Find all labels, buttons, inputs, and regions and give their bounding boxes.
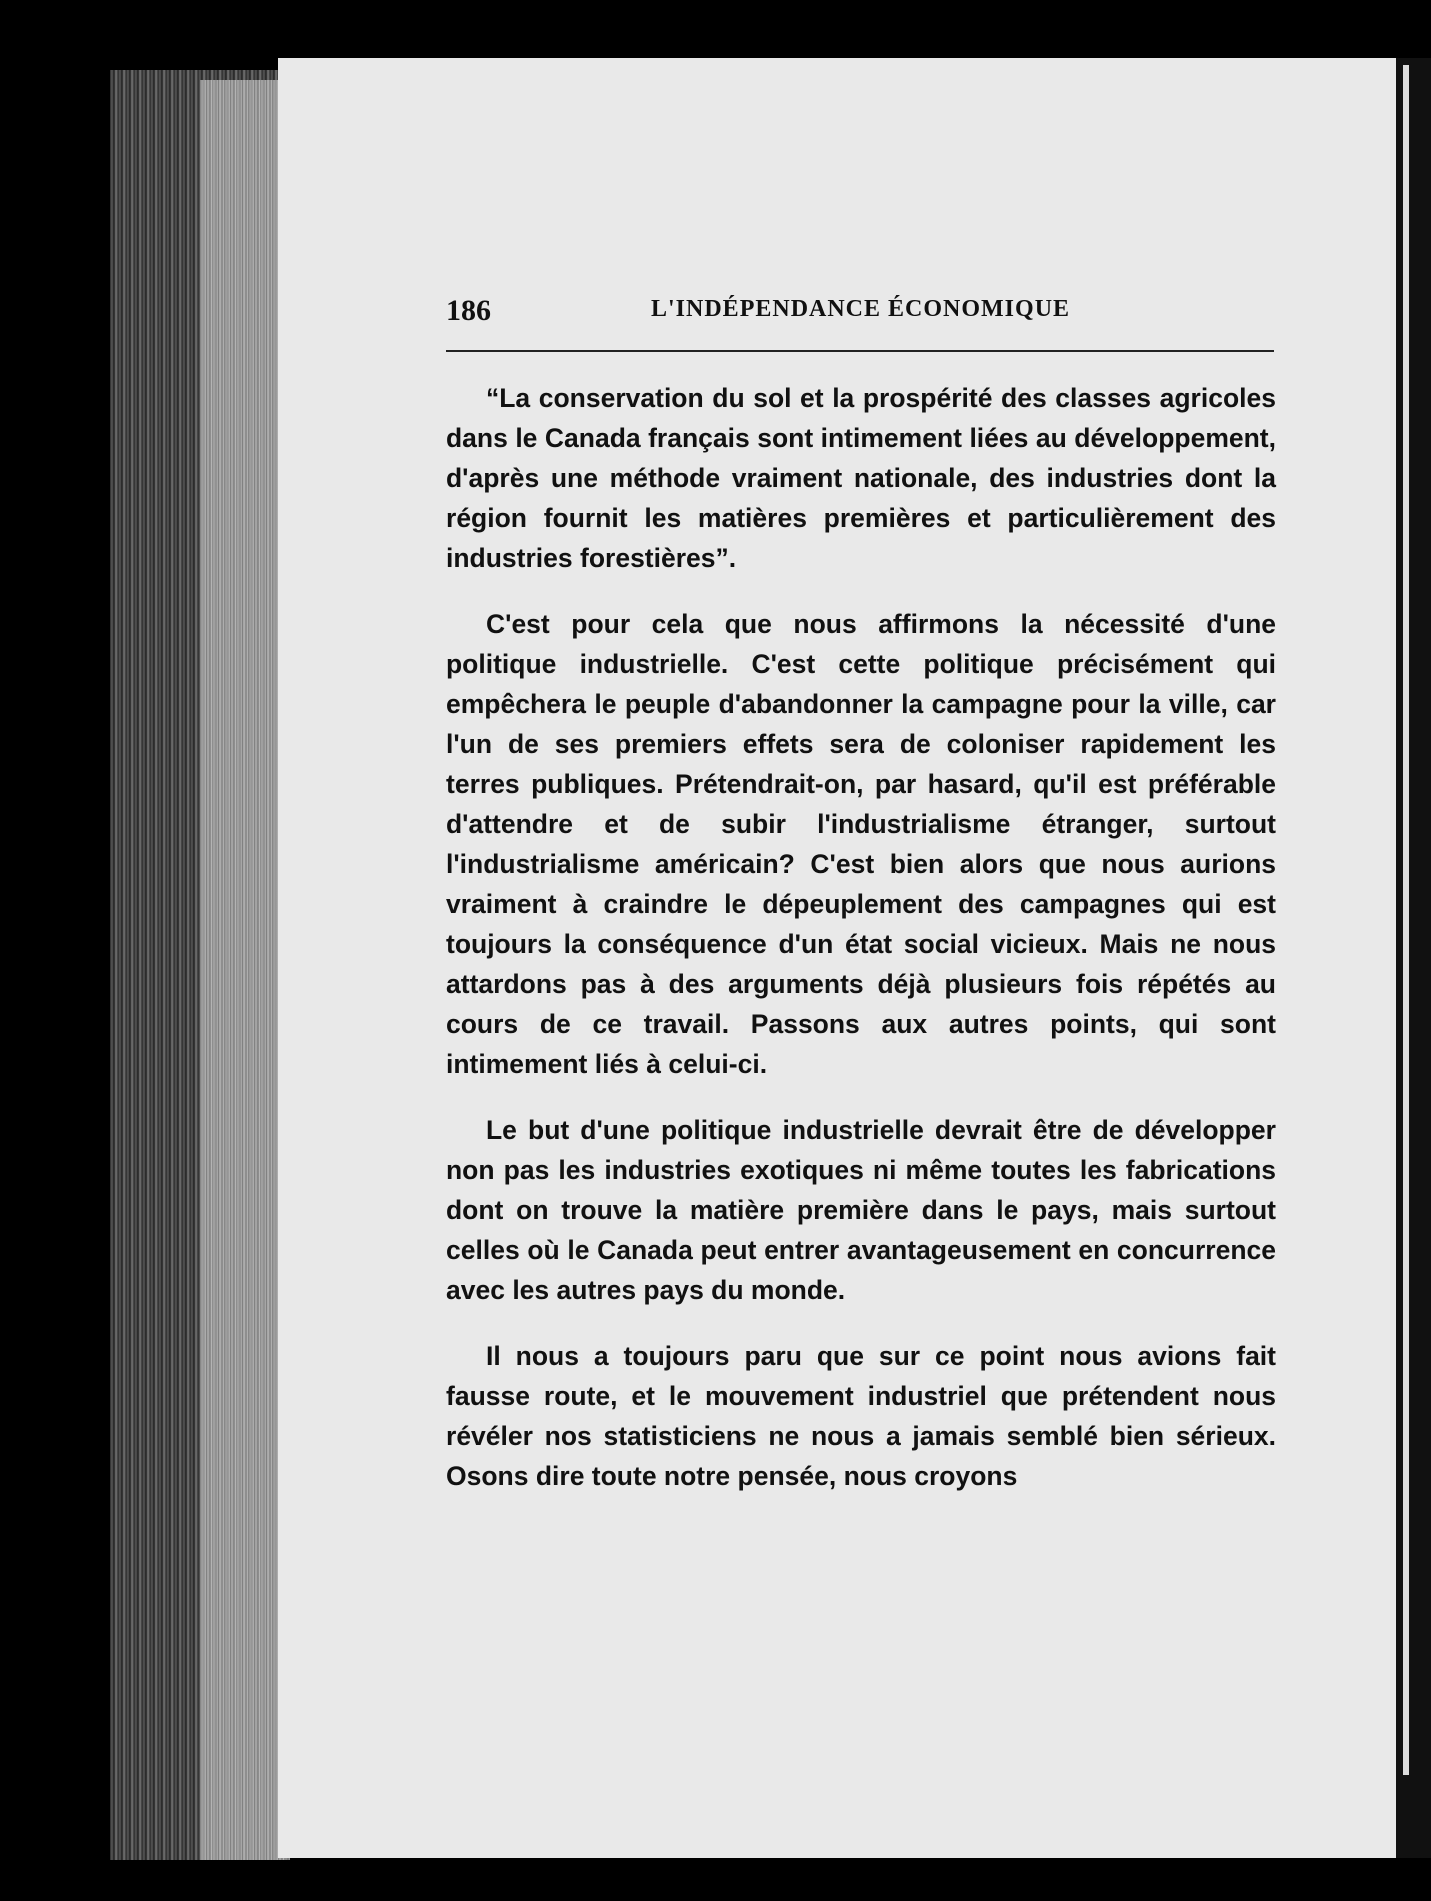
paragraph: Il nous a toujours paru que sur ce point nous avions fait fausse route, et le mouvement industriel que prétendent nous révéler nos statisticiens ne nous a jamais semblé bien sérieux. Osons dire toute notre pensée, nous croyons	[446, 1341, 1276, 1491]
running-title: L'INDÉPENDANCE ÉCONOMIQUE	[651, 296, 1071, 322]
book-page-edges-highlight	[200, 80, 290, 1860]
paragraph: C'est pour cela que nous affirmons la nécessité d'une politique industrielle. C'est cette politique précisément qui empêchera le peuple d'abandonner la campagne pour la ville, car l'un de ses premiers effets sera de coloniser rapidement les terres publiques. Prétendrait-on, par hasard, qu'il est préférable d'attendre et de subir l'industrialisme étranger, surtout l'industrialisme américain? C'est bien alors que nous aurions vraiment à craindre le dépeuplement des campagnes qui est toujours la conséquence d'un état social vicieux. Mais ne nous attardons pas à des arguments déjà plusieurs fois répétés au cours de ce travail. Passons aux autres points, qui sont intimement liés à celui-ci.	[446, 609, 1276, 1079]
paragraph: “La conservation du sol et la prospérité des classes agricoles dans le Canada français sont intimement liées au développement, d'après une méthode vraiment nationale, des industries dont la région fournit les matières premières et particulièrement des industries forestières”.	[446, 383, 1276, 573]
page-body	[446, 378, 1276, 1522]
page-number: 186	[446, 294, 491, 327]
facing-page-gutter	[1396, 58, 1431, 1858]
facing-page-edge	[1403, 65, 1409, 1775]
paragraph: Le but d'une politique industrielle devrait être de développer non pas les industries exotiques ni même toutes les fabrications dont on trouve la matière première dans le pays, mais surtout celles où le Canada peut entrer avantageusement en concurrence avec les autres pays du monde.	[446, 1115, 1276, 1305]
page-header	[446, 290, 1274, 352]
